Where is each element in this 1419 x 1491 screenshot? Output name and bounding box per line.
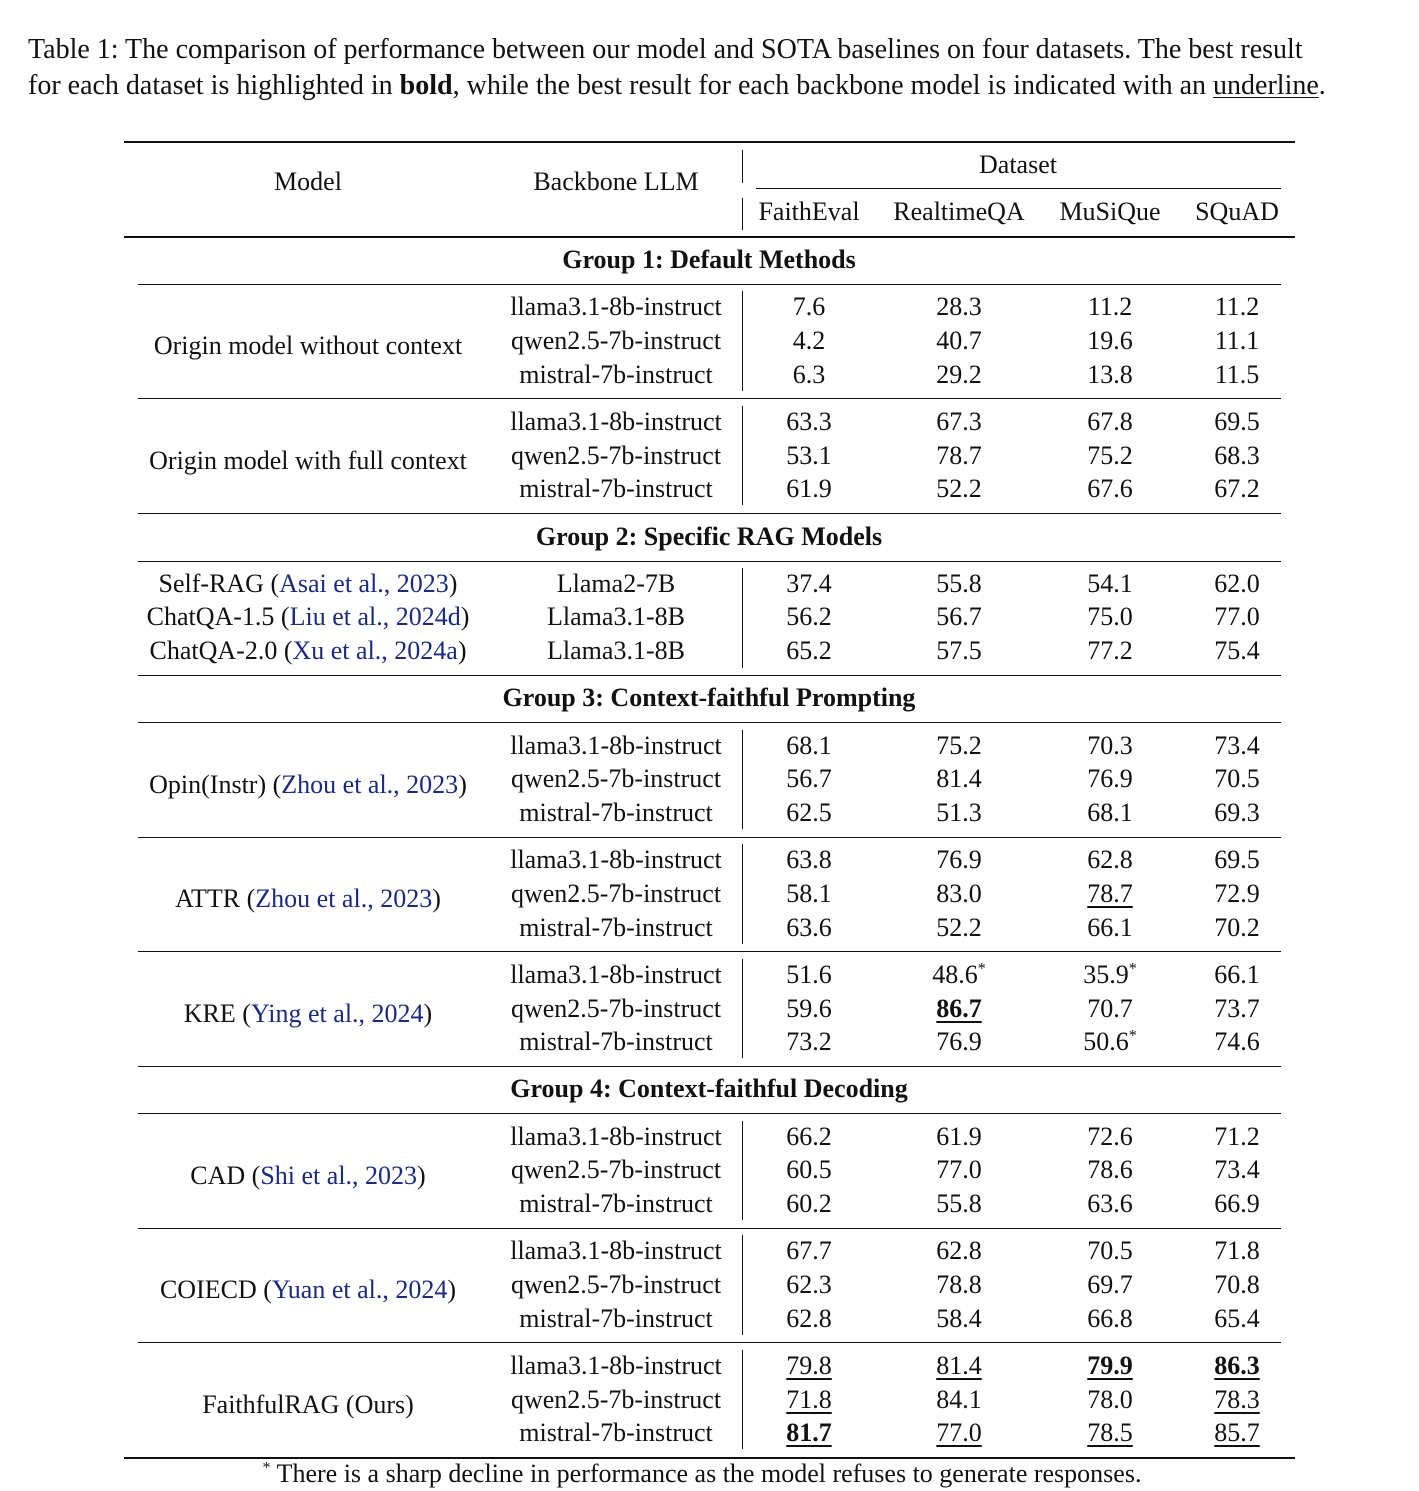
- model-name: ATTR (Zhou et al., 2023): [175, 884, 441, 913]
- citation-link[interactable]: Zhou et al., 2023: [281, 769, 459, 799]
- citation-link[interactable]: Zhou et al., 2023: [255, 884, 433, 913]
- table-cell-value: 58.4: [936, 1304, 982, 1333]
- backbone-name: qwen2.5-7b-instruct: [510, 1270, 722, 1299]
- table-cell-value: 59.6: [786, 994, 832, 1023]
- table-cell-value: 13.8: [1087, 360, 1133, 389]
- table-cell-value: 62.3: [786, 1270, 832, 1299]
- table-cell-value: 54.1: [1087, 569, 1133, 598]
- table-cell-value: 7.6: [792, 292, 826, 321]
- table-cell-value: 66.8: [1087, 1304, 1133, 1333]
- header-dataset: Dataset: [979, 150, 1057, 179]
- table-cell-value: 11.2: [1087, 292, 1133, 321]
- backbone-name: mistral-7b-instruct: [519, 913, 713, 942]
- table-cell-value: 56.7: [786, 764, 832, 793]
- backbone-name: qwen2.5-7b-instruct: [510, 1155, 722, 1184]
- table-cell-value: 11.1: [1214, 326, 1260, 355]
- table-cell-value: 73.4: [1214, 731, 1260, 760]
- table-cell-value: 74.6: [1214, 1027, 1260, 1056]
- model-name: Self-RAG (Asai et al., 2023): [158, 569, 458, 598]
- table-cell-value: 65.2: [786, 636, 832, 665]
- table-cell-value: 72.6: [1087, 1122, 1133, 1151]
- table-cell-value: 83.0: [936, 879, 982, 908]
- table-cell-value: 68.1: [1087, 798, 1133, 827]
- table-cell-value: 73.7: [1214, 994, 1260, 1023]
- table-cell-value: 63.6: [1087, 1189, 1133, 1218]
- table-cell-value: 70.5: [1214, 764, 1260, 793]
- backbone-name: mistral-7b-instruct: [519, 360, 713, 389]
- header-column-squad: SQuAD: [1195, 197, 1279, 226]
- table-cell-value: 70.3: [1087, 731, 1133, 760]
- backbone-name: mistral-7b-instruct: [519, 1418, 713, 1447]
- backbone-name: mistral-7b-instruct: [519, 1304, 713, 1333]
- table-cell-value: 62.8: [936, 1236, 982, 1265]
- block-rule: [138, 837, 1281, 838]
- citation-link[interactable]: Xu et al., 2024a: [292, 636, 458, 665]
- table-cell-value: 58.1: [786, 879, 832, 908]
- table-cell-value: 78.3: [1214, 1385, 1260, 1414]
- block-rule: [138, 675, 1281, 676]
- column-divider: [742, 291, 743, 391]
- table-cell-value: 78.7: [936, 441, 982, 470]
- header-column-musique: MuSiQue: [1059, 197, 1161, 226]
- header-model: Model: [274, 167, 342, 196]
- table-cell-value: 76.9: [1087, 764, 1133, 793]
- table-cell-value: 62.0: [1214, 569, 1260, 598]
- group-title-rule: [138, 284, 1281, 285]
- table-cell-value: 52.2: [936, 474, 982, 503]
- table-cell-value: 61.9: [786, 474, 832, 503]
- backbone-name: mistral-7b-instruct: [519, 798, 713, 827]
- column-divider: [742, 1235, 743, 1335]
- table-cell-value: 81.7: [786, 1418, 832, 1447]
- column-divider: [742, 844, 743, 944]
- table-cell-value: 62.5: [786, 798, 832, 827]
- table-cell-value: 67.3: [936, 407, 982, 436]
- model-name: CAD (Shi et al., 2023): [190, 1160, 426, 1190]
- table-cell-value: 69.7: [1087, 1270, 1133, 1299]
- table-cell-value: 75.0: [1087, 602, 1133, 631]
- block-rule: [138, 398, 1281, 399]
- backbone-name: Llama3.1-8B: [547, 602, 685, 631]
- table-cell-value: 78.8: [936, 1270, 982, 1299]
- table-cell-value: 66.1: [1087, 913, 1133, 942]
- table-cell-value: 86.7: [936, 994, 982, 1023]
- backbone-name: llama3.1-8b-instruct: [510, 407, 722, 436]
- model-name: Opin(Instr) (Zhou et al., 2023): [149, 769, 467, 799]
- table-cell-value: 85.7: [1214, 1418, 1260, 1447]
- table-cell-value: 70.8: [1214, 1270, 1260, 1299]
- table-cell-value: 77.0: [936, 1418, 982, 1447]
- model-name: Origin model with full context: [149, 445, 467, 475]
- table-cell-value: 67.6: [1087, 474, 1133, 503]
- backbone-name: qwen2.5-7b-instruct: [510, 1385, 722, 1414]
- header-divider: [742, 150, 743, 183]
- table-cell-value: 77.0: [1214, 602, 1260, 631]
- table-cell-value: 69.5: [1214, 407, 1260, 436]
- table-cell-value: 55.8: [936, 1189, 982, 1218]
- table-cell-value: 81.4: [936, 1351, 982, 1380]
- table-cell-value: 78.6: [1087, 1155, 1133, 1184]
- table-cell-value: 55.8: [936, 569, 982, 598]
- group-title: Group 2: Specific RAG Models: [535, 522, 883, 551]
- model-name: KRE (Ying et al., 2024): [183, 998, 433, 1028]
- table-cell-value: 76.9: [936, 845, 982, 874]
- table-cell-value: 71.2: [1214, 1122, 1260, 1151]
- group-title: Group 3: Context-faithful Prompting: [502, 683, 916, 712]
- model-name: Origin model without context: [153, 331, 463, 360]
- backbone-name: qwen2.5-7b-instruct: [510, 326, 722, 355]
- table-cell-value: 52.2: [936, 913, 982, 942]
- table-cell-value: 69.5: [1214, 845, 1260, 874]
- block-rule: [138, 1066, 1281, 1067]
- header-column-realtimeqa: RealtimeQA: [893, 197, 1025, 226]
- footnote-marker: *: [1128, 1027, 1137, 1045]
- table-cell-value: 68.3: [1214, 441, 1260, 470]
- table-cell-value: 66.9: [1214, 1189, 1260, 1218]
- footnote-marker: *: [977, 960, 986, 978]
- caption-underline-word: underline: [1213, 70, 1319, 101]
- table-cell-value: 84.1: [936, 1385, 982, 1414]
- table-cell-value: 19.6: [1087, 326, 1133, 355]
- table-cell-value: 67.7: [786, 1236, 832, 1265]
- table-cell-value: 6.3: [792, 360, 826, 389]
- citation-link[interactable]: Ying et al., 2024: [250, 998, 424, 1028]
- table-cell-value: 81.4: [936, 764, 982, 793]
- backbone-name: mistral-7b-instruct: [519, 1027, 713, 1056]
- header-bottom-rule: [124, 236, 1295, 238]
- block-rule: [138, 951, 1281, 952]
- table-cell-value: 48.6*: [932, 960, 986, 989]
- table-cell-value: 4.2: [792, 326, 826, 355]
- table-cell-value: 66.1: [1214, 960, 1260, 989]
- table-cell-value: 86.3: [1214, 1351, 1260, 1380]
- table-cell-value: 57.5: [936, 636, 982, 665]
- table-cell-value: 11.5: [1214, 360, 1260, 389]
- table-cell-value: 75.2: [936, 731, 982, 760]
- table-cell-value: 11.2: [1214, 292, 1260, 321]
- table-cell-value: 63.6: [786, 913, 832, 942]
- group-title: Group 4: Context-faithful Decoding: [510, 1074, 908, 1103]
- backbone-name: llama3.1-8b-instruct: [510, 960, 722, 989]
- backbone-name: qwen2.5-7b-instruct: [510, 879, 722, 908]
- table-cell-value: 70.7: [1087, 994, 1133, 1023]
- table-cell-value: 77.0: [936, 1155, 982, 1184]
- table-cell-value: 69.3: [1214, 798, 1260, 827]
- citation-link[interactable]: Liu et al., 2024d: [289, 602, 461, 631]
- table-cell-value: 76.9: [936, 1027, 982, 1056]
- block-rule: [138, 1228, 1281, 1229]
- table-cell-value: 73.4: [1214, 1155, 1260, 1184]
- table-cell-value: 72.9: [1214, 879, 1260, 908]
- table-cell-value: 60.5: [786, 1155, 832, 1184]
- group-title-rule: [138, 1113, 1281, 1114]
- model-name: ChatQA-2.0 (Xu et al., 2024a): [149, 636, 467, 665]
- table-cell-value: 61.9: [936, 1122, 982, 1151]
- table-cell-value: 56.2: [786, 602, 832, 631]
- backbone-name: qwen2.5-7b-instruct: [510, 994, 722, 1023]
- backbone-name: qwen2.5-7b-instruct: [510, 441, 722, 470]
- table-cell-value: 71.8: [786, 1385, 832, 1414]
- backbone-name: llama3.1-8b-instruct: [510, 845, 722, 874]
- table-cell-value: 68.1: [786, 731, 832, 760]
- table-cell-value: 70.2: [1214, 913, 1260, 942]
- column-divider: [742, 1121, 743, 1220]
- group-title-rule: [138, 722, 1281, 723]
- citation-link[interactable]: Shi et al., 2023: [260, 1160, 418, 1190]
- table-cell-value: 75.2: [1087, 441, 1133, 470]
- backbone-name: qwen2.5-7b-instruct: [510, 764, 722, 793]
- backbone-name: mistral-7b-instruct: [519, 1189, 713, 1218]
- citation-link[interactable]: Yuan et al., 2024: [271, 1275, 448, 1304]
- backbone-name: llama3.1-8b-instruct: [510, 1122, 722, 1151]
- table-cell-value: 50.6*: [1083, 1027, 1137, 1056]
- backbone-name: mistral-7b-instruct: [519, 474, 713, 503]
- header-divider: [742, 198, 743, 230]
- table-cell-value: 78.7: [1087, 879, 1133, 908]
- table-cell-value: 71.8: [1214, 1236, 1260, 1265]
- model-name: ChatQA-1.5 (Liu et al., 2024d): [146, 602, 470, 631]
- table-cell-value: 51.3: [936, 798, 982, 827]
- table-cell-value: 62.8: [786, 1304, 832, 1333]
- backbone-name: llama3.1-8b-instruct: [510, 1351, 722, 1380]
- table-cell-value: 28.3: [936, 292, 982, 321]
- table-cell-value: 79.9: [1087, 1351, 1133, 1380]
- dataset-cmidrule: [756, 188, 1281, 189]
- table-cell-value: 78.5: [1087, 1418, 1133, 1447]
- table-cell-value: 29.2: [936, 360, 982, 389]
- table-cell-value: 63.8: [786, 845, 832, 874]
- group-title-rule: [138, 561, 1281, 562]
- column-divider: [742, 730, 743, 829]
- table-cell-value: 79.8: [786, 1351, 832, 1380]
- table-cell-value: 67.2: [1214, 474, 1260, 503]
- table-cell-value: 60.2: [786, 1189, 832, 1218]
- backbone-name: llama3.1-8b-instruct: [510, 292, 722, 321]
- table-top-rule: [124, 141, 1295, 143]
- column-divider: [742, 959, 743, 1058]
- header-column-faitheval: FaithEval: [758, 197, 860, 226]
- table-cell-value: 65.4: [1214, 1304, 1260, 1333]
- caption-line-2: for each dataset is highlighted in bold, while the best result for each backbone model is indicated with an underline.: [28, 70, 1326, 101]
- footnote-marker: *: [1128, 960, 1137, 978]
- table-cell-value: 73.2: [786, 1027, 832, 1056]
- caption-bold-word: bold: [399, 70, 453, 101]
- backbone-name: Llama3.1-8B: [547, 636, 685, 665]
- table-cell-value: 62.8: [1087, 845, 1133, 874]
- column-divider: [742, 1350, 743, 1449]
- table-cell-value: 40.7: [936, 326, 982, 355]
- citation-link[interactable]: Asai et al., 2023: [279, 569, 449, 598]
- block-rule: [138, 513, 1281, 514]
- group-title: Group 1: Default Methods: [562, 245, 856, 274]
- table-cell-value: 63.3: [786, 407, 832, 436]
- table-cell-value: 78.0: [1087, 1385, 1133, 1414]
- model-name: COIECD (Yuan et al., 2024): [159, 1275, 457, 1304]
- table-cell-value: 66.2: [786, 1122, 832, 1151]
- backbone-name: Llama2-7B: [556, 569, 676, 598]
- table-cell-value: 51.6: [786, 960, 832, 989]
- table-footnote: * There is a sharp decline in performance as the model refuses to generate responses.: [262, 1459, 1142, 1488]
- block-rule: [138, 1342, 1281, 1343]
- table-cell-value: 35.9*: [1083, 960, 1137, 989]
- backbone-name: llama3.1-8b-instruct: [510, 1236, 722, 1265]
- table-cell-value: 77.2: [1087, 636, 1133, 665]
- column-divider: [742, 406, 743, 505]
- model-name: FaithfulRAG (Ours): [202, 1389, 414, 1419]
- backbone-name: llama3.1-8b-instruct: [510, 731, 722, 760]
- table-cell-value: 75.4: [1214, 636, 1260, 665]
- header-backbone: Backbone LLM: [533, 167, 699, 196]
- caption-line-1: Table 1: The comparison of performance between our model and SOTA baselines on four datasets. The best result: [28, 34, 1303, 65]
- table-cell-value: 70.5: [1087, 1236, 1133, 1265]
- column-divider: [742, 568, 743, 668]
- table-cell-value: 56.7: [936, 602, 982, 631]
- table-cell-value: 67.8: [1087, 407, 1133, 436]
- table-cell-value: 37.4: [786, 569, 832, 598]
- table-cell-value: 53.1: [786, 441, 832, 470]
